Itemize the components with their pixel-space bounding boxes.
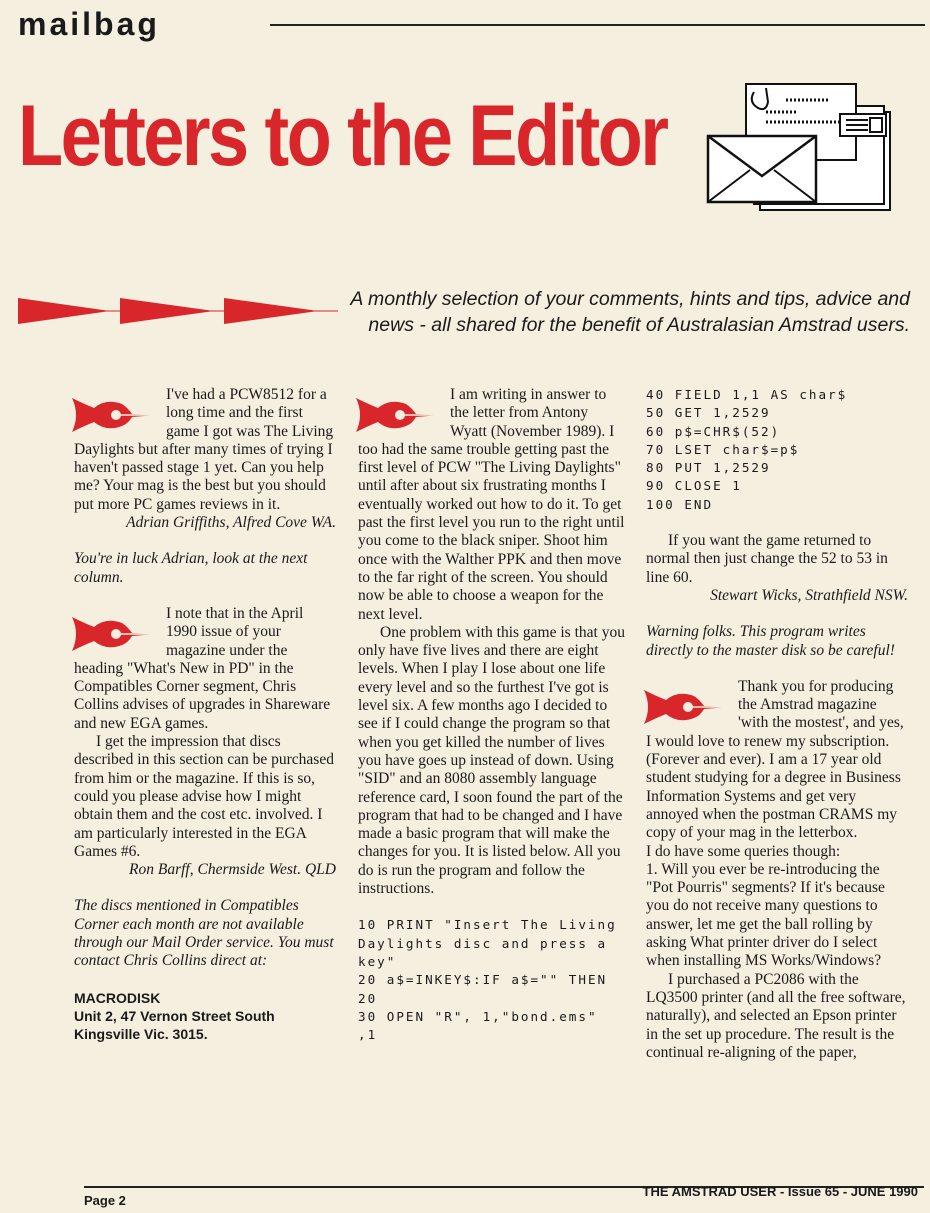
letter-body: If you want the game returned to normal then just change the 52 to 53 in line 60. bbox=[646, 532, 888, 586]
intro-text bbox=[330, 286, 910, 338]
pen-nib-icon bbox=[642, 684, 730, 730]
basic-listing: 40 FIELD 1,1 AS char$ 50 GET 1,2529 60 p$=CHR$(52) 70 LSET char$=p$ 80 PUT 1,2529 90 CLOSE 1 100 END bbox=[646, 387, 848, 512]
letter-body: I note that in the April 1990 issue of your magazine under the heading "What's New in PD" in the Compatibles Corner segment, Chris Collins advises of upgrades in Shareware and new EGA games. bbox=[74, 604, 331, 732]
letter-body: One problem with this game is that you only have five lives and there are eight levels. When I play I lose about one life every level and so the furthest I've got is level six. A few months ago I decided to see if I could change the program so that when you get killed the number of lives you have goes up instead of down. Using "SID" and an 8080 assembly language reference card, I soon found the part of the program that had to be changed and I have made a basic program that will make the changes for you. It is listed below. All you do is run the program and follow the instructions. bbox=[358, 623, 625, 898]
header-rule bbox=[270, 24, 925, 26]
letter-body: I am writing in answer to the letter from Antony Wyatt (November 1989). I too had the same trouble getting past the first level of PCW "The Living Daylights" until after about six frustrating months I eventually worked out how to do it. To get past the first level you run to the right until you come to the black sniper. Shoot him once with the Walther PPK and then move to the far right of the screen. You should now be able to choose a weapon for the next level. bbox=[358, 386, 625, 623]
basic-listing: 10 PRINT "Insert The Living Daylights disc and press a key" 20 a$=INKEY$:IF a$="" THEN 20 30 OPEN "R", 1,"bond.ems" ,1 bbox=[358, 917, 617, 1043]
page-title: Letters to the Editor bbox=[18, 88, 667, 184]
column-1 bbox=[74, 386, 336, 1043]
editor-reply: The discs mentioned in Compatibles Corner each month are not available through our Mail Order service. You must contact Chris Collins direct at: bbox=[74, 897, 334, 970]
letter-body: I purchased a PC2086 with the LQ3500 printer (and all the free software, naturally), and selected an Epson printer in the set up procedure. The result is the continual re-aligning of the paper, bbox=[646, 970, 906, 1061]
pen-nib-icon bbox=[354, 392, 442, 438]
contact-address bbox=[74, 989, 336, 1043]
column-2 bbox=[358, 386, 626, 1044]
address-line: Kingsville Vic. 3015. bbox=[74, 1025, 208, 1042]
letter-body: I do have some queries though: bbox=[646, 842, 841, 860]
letter-signature: Stewart Wicks, Strathfield NSW. bbox=[710, 586, 908, 604]
letter-body: I've had a PCW8512 for a long time and the first game I got was The Living Daylights but after many times of trying I haven't passed stage 1 yet. Can you help me? Your mag is the best but you should put more PC games reviews in it. bbox=[74, 386, 334, 513]
page-number: Page 2 bbox=[84, 1193, 126, 1208]
red-triangle-arrows-divider bbox=[18, 296, 338, 326]
address-line: MACRODISK bbox=[74, 989, 161, 1006]
issue-line: THE AMSTRAD USER - Issue 65 - JUNE 1990 bbox=[642, 1184, 918, 1199]
letter-signature: Adrian Griffiths, Alfred Cove WA. bbox=[126, 514, 336, 532]
letter-body: I get the impression that discs described in this section can be purchased from him or the magazine. If this is so, could you please advise how I might obtain them and the cost etc. involved. I am particularly interested in the EGA Games #6. bbox=[74, 733, 334, 860]
section-label: mailbag bbox=[18, 6, 160, 42]
letter-body: 1. Will you ever be re-introducing the "Pot Pourris" segments? If it's because you do not receive many questions to answer, let me get the ball rolling by asking What printer driver do I select when installing MS Works/Windows? bbox=[646, 860, 885, 970]
editor-reply: You're in luck Adrian, look at the next column. bbox=[74, 550, 308, 586]
pen-nib-icon bbox=[70, 392, 158, 438]
envelope-stack-icon bbox=[700, 78, 900, 216]
editor-reply: Warning folks. This program writes directly to the master disk so be careful! bbox=[646, 623, 895, 659]
column-3 bbox=[646, 386, 908, 1062]
intro-line-1: A monthly selection of your comments, hints and tips, advice and bbox=[350, 288, 910, 310]
letter-body: Thank you for producing the Amstrad magazine 'with the mostest', and yes, I would love to renew my subscription. (Forever and ever). I am a 17 year old student studying for a degree in Business Information Systems and get very annoyed when the postman CRAMS my copy of your mag in the letterbox. bbox=[646, 677, 904, 842]
address-line: Unit 2, 47 Vernon Street South bbox=[74, 1007, 275, 1024]
intro-line-2: news - all shared for the benefit of Australasian Amstrad users. bbox=[368, 314, 910, 336]
letter-signature: Ron Barff, Chermside West. QLD bbox=[129, 861, 336, 879]
pen-nib-icon bbox=[70, 611, 158, 657]
